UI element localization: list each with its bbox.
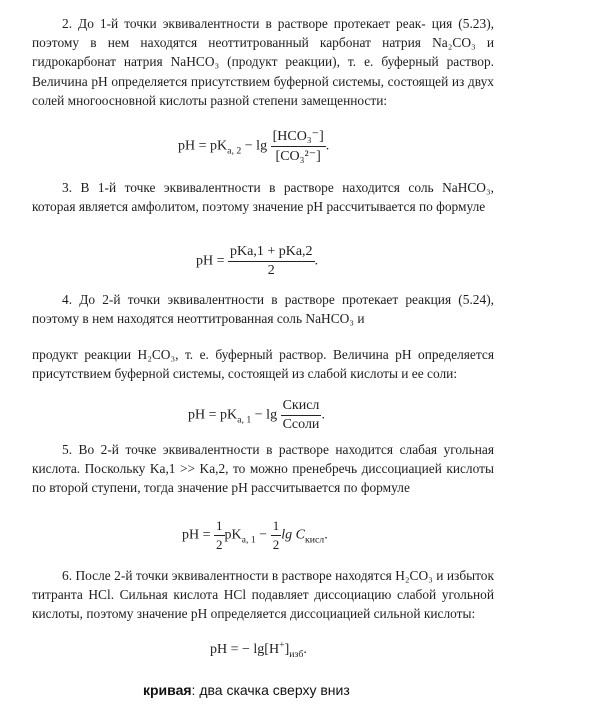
caption-text: : два скачка сверху вниз (191, 682, 350, 698)
paragraph-3-text: NaHCO₃, которая является амфолитом, поэтому значение pH рассчитывается по формуле (32, 180, 494, 215)
formula-5-end: . (303, 642, 307, 657)
formula-5-sub: изб (289, 648, 304, 660)
formula-4-b: lg C (281, 527, 305, 543)
formula-2-left: pH = (196, 253, 229, 269)
formula-ph-amfolit (196, 244, 318, 279)
paragraph-6 (32, 566, 494, 624)
formula-1-left: pH = pK (178, 138, 228, 154)
paragraph-6-lead: 6. После 2-й точки эквивалентности в растворе находятся H₂CO₃ (62, 568, 433, 583)
paragraph-2-text: ция (5.23), поэтому в нем находятся неоттитрованный карбонат натрия Na₂CO₃ и гидрокарбонат натрия NaHCO₃ (продукт реакции), т. е. буферный раствор. Величина pH определяется присутствием буферной системы, состоящей из двух солей многоосновной кислоты разной степени замещенности: (32, 16, 495, 108)
formula-2-numerator: pKa,1 + pKa,2 (228, 244, 315, 262)
formula-4-a: pK (224, 527, 242, 543)
formula-4-mid: − (255, 527, 271, 543)
curve-caption (143, 682, 350, 698)
paragraph-2 (32, 14, 494, 110)
formula-ph-strong-acid (210, 639, 307, 660)
paragraph-2-lead: 2. До 1-й точки эквивалентности в растворе протекает реак- (62, 16, 426, 31)
formula-3-left: pH = pK (188, 407, 238, 423)
formula-3-sub: a, 1 (237, 414, 252, 426)
formula-5-close: ] (284, 642, 290, 657)
formula-4-den1: 2 (216, 537, 223, 552)
paragraph-3 (32, 178, 494, 216)
formula-2-end: . (314, 253, 319, 269)
formula-3-denominator: Cсоли (282, 417, 320, 432)
paragraph-3-lead: 3. В 1-й точке эквивалентности в растворе находится соль (62, 180, 434, 195)
paragraph-4 (32, 290, 494, 328)
formula-1-numerator: [HCO₃⁻] (271, 128, 326, 147)
formula-4-bsub: кисл (304, 534, 325, 546)
formula-3-numerator: Cкисл (281, 398, 322, 416)
formula-4-asub: a, 1 (241, 534, 256, 546)
formula-ph-pka2 (178, 128, 329, 165)
formula-4-num1: 1 (214, 518, 225, 536)
formula-1-sub: a, 2 (227, 145, 242, 157)
paragraph-4-continued (32, 345, 494, 383)
formula-4-den2: 2 (272, 537, 280, 552)
formula-4-num2: 1 (271, 518, 282, 536)
caption-bold: кривая (143, 682, 192, 698)
formula-1-mid: − lg (241, 138, 268, 154)
paragraph-6-text: и избыток титранта HCl. Сильная кислота HCl подавляет диссоциацию слабой угольной кислоты, поэтому значение pH определяется диссоциацией сильной кислоты: (32, 568, 495, 622)
formula-3-mid: − lg (251, 407, 278, 423)
formula-4-left: pH = (182, 527, 215, 543)
formula-5-left: pH = − lg[H (210, 642, 280, 657)
formula-ph-pka1-buffer (188, 398, 325, 433)
paragraph-5-text: угольная кислота. Поскольку Ka,1 >> Ka,2, то можно пренебречь диссоциацией кислоты по второй ступени, тогда значение pH рассчитывается по формуле (32, 442, 494, 496)
formula-1-end: . (325, 138, 330, 154)
paragraph-4-text: (5.24), поэтому в нем находятся неоттитрованная соль NaHCO₃ и (32, 292, 494, 327)
paragraph-4b-text: продукт реакции H₂CO₃, т. е. буферный раствор. Величина pH определяется присутствием буферной системы, состоящей из слабой кислоты и ее соли: (32, 347, 494, 382)
paragraph-5 (32, 440, 494, 498)
paragraph-4-lead: 4. До 2-й точки эквивалентности в растворе протекает реакция (62, 292, 452, 307)
formula-ph-weak-acid (182, 518, 328, 553)
formula-3-end: . (321, 407, 325, 423)
formula-5-sup: + (279, 639, 285, 651)
formula-2-denominator: 2 (267, 263, 275, 278)
formula-1-denominator: [CO₃²⁻] (275, 149, 321, 164)
paragraph-5-lead: 5. Во 2-й точке эквивалентности в растворе находится слабая (62, 442, 438, 457)
formula-4-end: . (324, 527, 328, 543)
